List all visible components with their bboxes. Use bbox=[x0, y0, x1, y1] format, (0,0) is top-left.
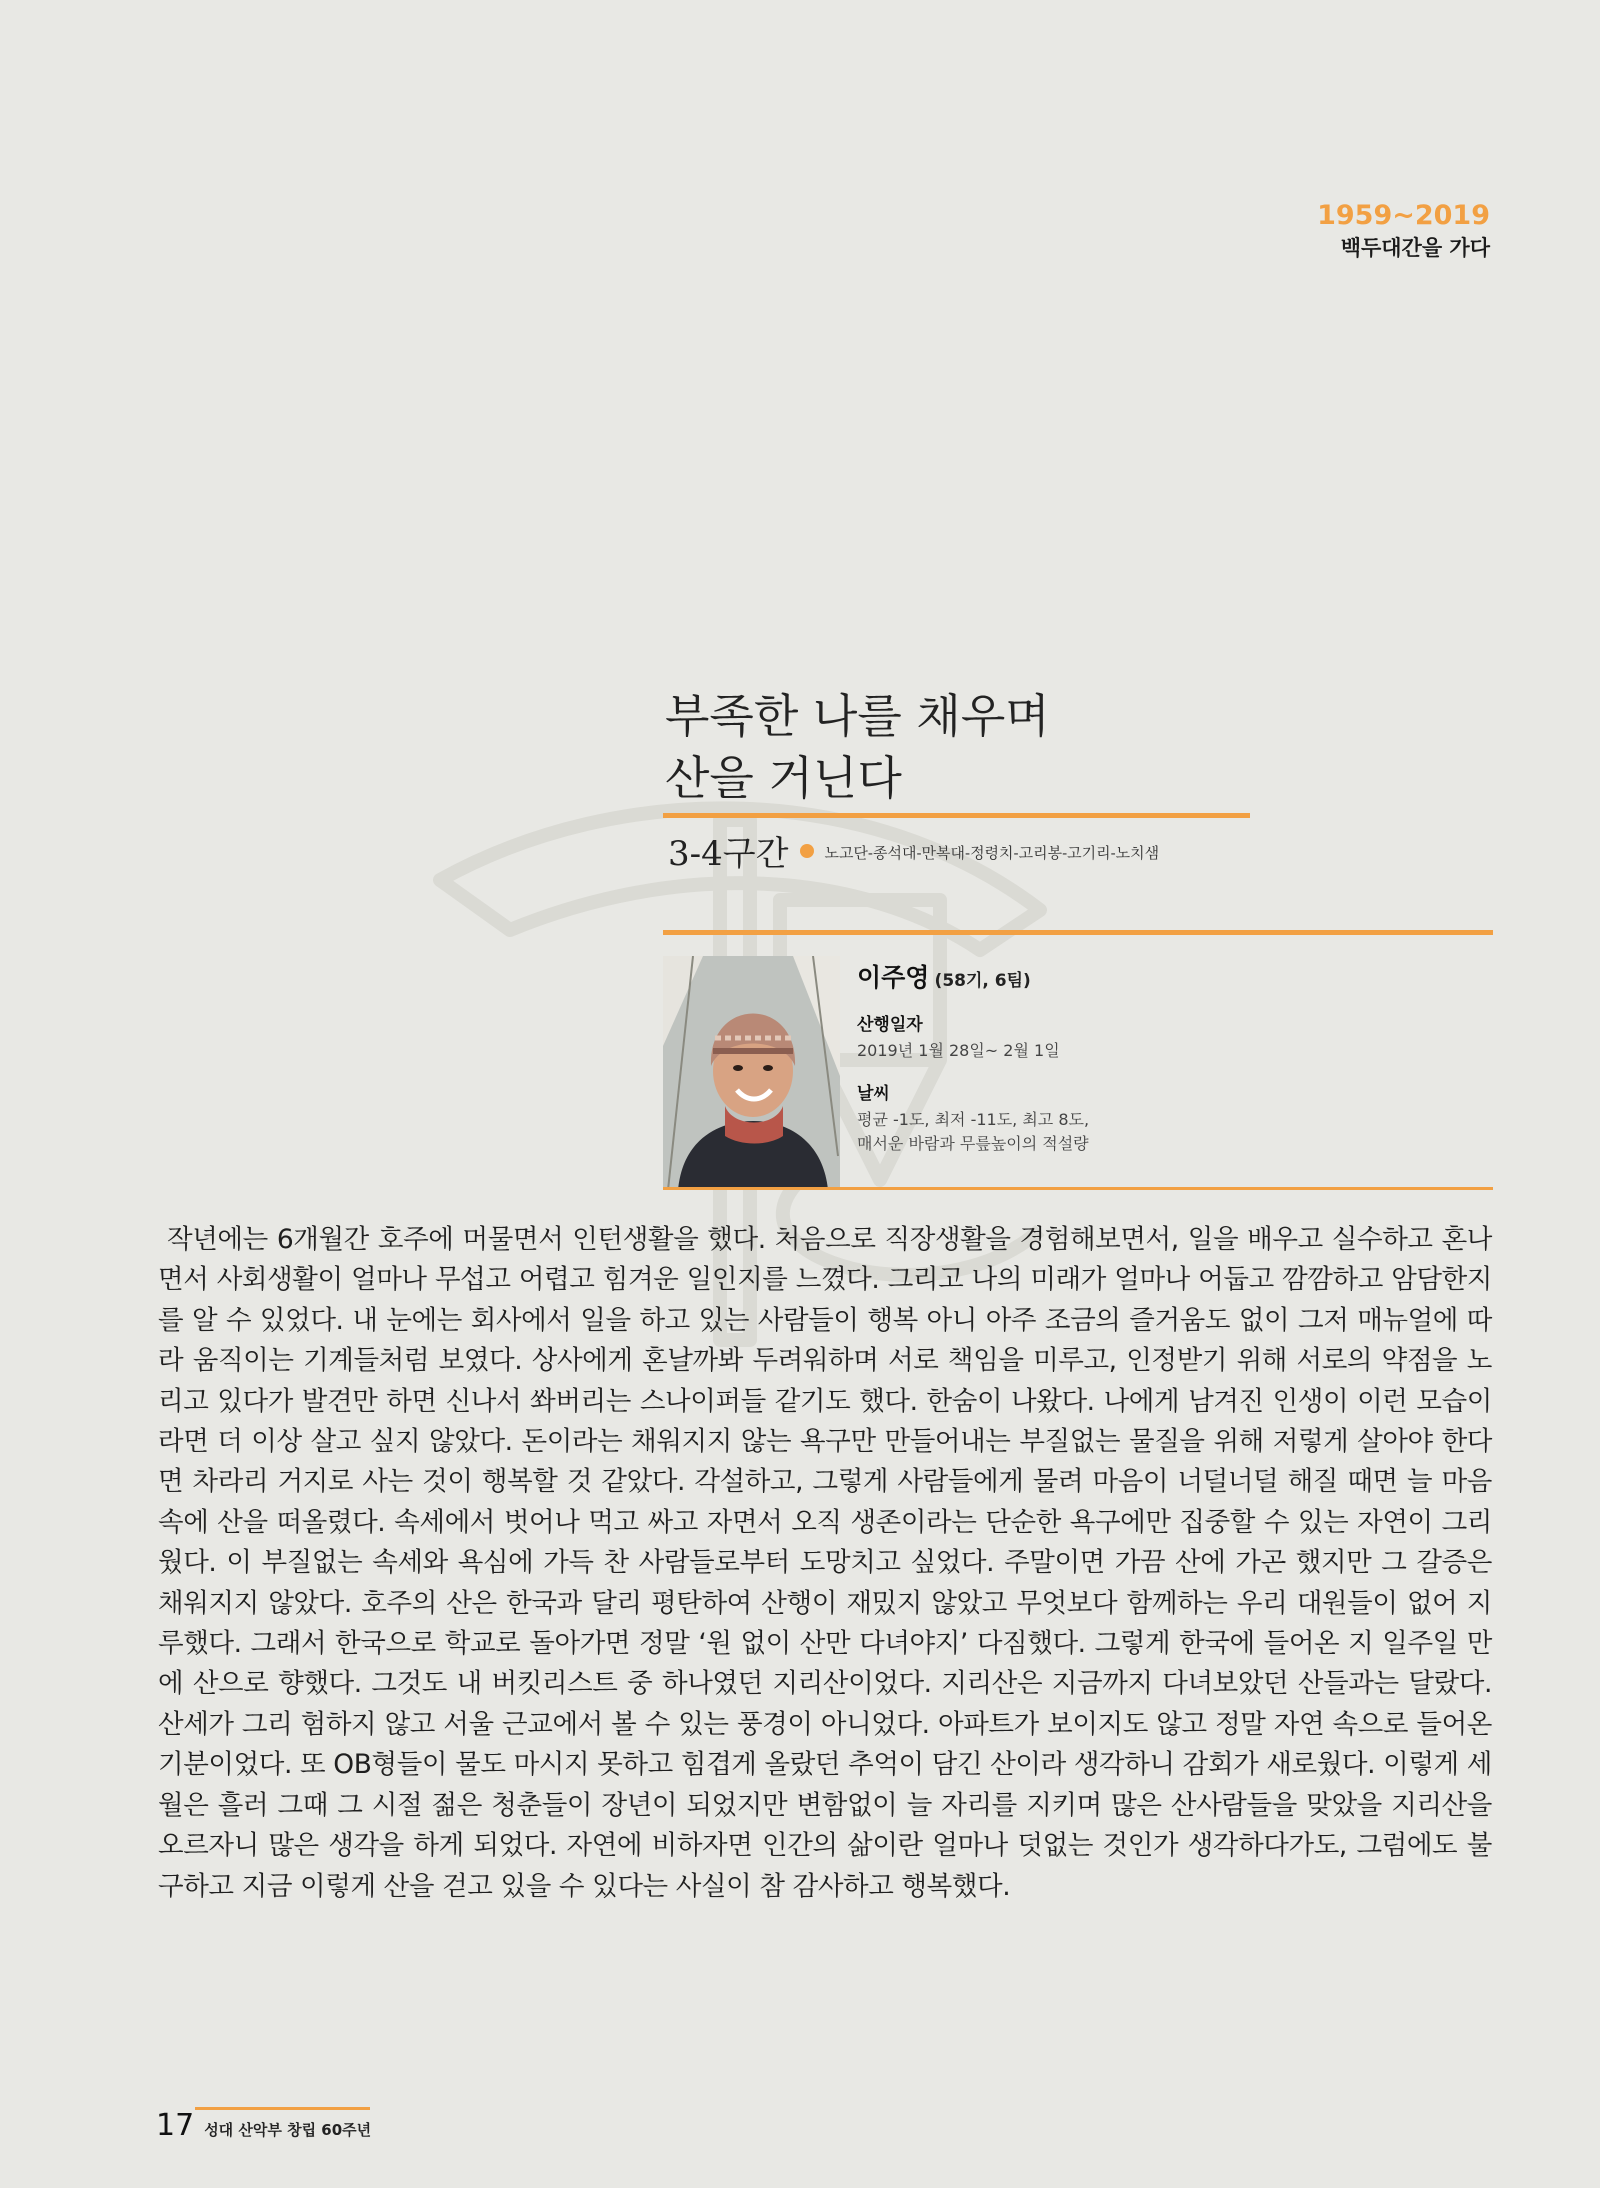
author-photo bbox=[663, 956, 840, 1190]
author-name: 이주영 bbox=[857, 963, 930, 992]
header-years: 1959~2019 bbox=[1317, 200, 1490, 231]
section-label: 3-4구간 bbox=[668, 834, 789, 874]
author-profile bbox=[857, 958, 1277, 1156]
weather-line1: 평균 -1도, 최저 -11도, 최고 8도, bbox=[857, 1110, 1090, 1129]
bullet-dot-icon bbox=[800, 844, 814, 858]
date-label: 산행일자 bbox=[857, 1015, 923, 1035]
title-divider bbox=[663, 813, 1250, 818]
footer bbox=[156, 2108, 371, 2143]
section-route: 노고단-종석대-만복대-정령치-고리봉-고기리-노치샘 bbox=[824, 844, 1160, 862]
header-subtitle: 백두대간을 가다 bbox=[1340, 236, 1490, 260]
article-body: 작년에는 6개월간 호주에 머물면서 인턴생활을 했다. 처음으로 직장생활을 경험해보면서, 일을 배우고 실수하고 혼나면서 사회생활이 얼마나 무섭고 어렵고 힘겨운 일인지를 느꼈다. 그리고 나의 미래가 얼마나 어둡고 깜깜하고 암담한지를 알 수 있었다. 내 눈에는 회사에서 일을 하고 있는 사람들이 행복 아니 아주 조금의 즐거움도 없이 그저 매뉴얼에 따라 움직이는 기계들처럼 보였다. 상사에게 혼날까봐 두려워하며 서로 책임을 미루고, 인정받기 위해 서로의 약점을 노리고 있다가 발견만 하면 신나서 쏴버리는 스나이퍼들 같기도 했다. 한숨이 나왔다. 나에게 남겨진 인생이 이런 모습이라면 더 이상 살고 싶지 않았다. 돈이라는 채워지지 않는 욕구만 만들어내는 부질없는 물질을 위해 저렇게 살아야 한다면 차라리 거지로 사는 것이 행복할 것 같았다. 각설하고, 그렇게 사람들에게 물려 마음이 너덜너덜 해질 때면 늘 마음속에 산을 떠올렸다. 속세에서 벗어나 먹고 싸고 자면서 오직 생존이라는 단순한 욕구에만 집중할 수 있는 자연이 그리웠다. 이 부질없는 속세와 욕심에 가득 찬 사람들로부터 도망치고 싶었다. 주말이면 가끔 산에 가곤 했지만 그 갈증은 채워지지 않았다. 호주의 산은 한국과 달리 평탄하여 산행이 재밌지 않았고 무엇보다 함께하는 우리 대원들이 없어 지루했다. 그래서 한국으로 학교로 돌아가면 정말 ‘원 없이 산만 다녀야지’ 다짐했다. 그렇게 한국에 들어온 지 일주일 만에 산으로 향했다. 그것도 내 버킷리스트 중 하나였던 지리산이었다. 지리산은 지금까지 다녀보았던 산들과는 달랐다. 산세가 그리 험하지 않고 서울 근교에서 볼 수 있는 풍경이 아니었다. 아파트가 보이지도 않고 정말 자연 속으로 들어온 기분이었다. 또 OB형들이 물도 마시지 못하고 힘겹게 올랐던 추억이 담긴 산이라 생각하니 감회가 새로웠다. 이렇게 세월은 흘러 그때 그 시절 젊은 청춘들이 장년이 되었지만 변함없이 늘 자리를 지키며 많은 산사람들을 맞았을 지리산을 오르자니 많은 생각을 하게 되었다. 자연에 비하자면 인간의 삶이란 얼마나 덧없는 것인가 생각하다가도, 그럼에도 불구하고 지금 이렇게 산을 걷고 있을 수 있다는 사실이 참 감사하고 행복했다. bbox=[158, 1224, 1492, 1902]
date-value: 2019년 1월 28일~ 2월 1일 bbox=[857, 1041, 1060, 1060]
section-divider bbox=[663, 930, 1493, 935]
page-number: 17 bbox=[156, 2108, 195, 2143]
weather-label: 날씨 bbox=[857, 1084, 890, 1104]
section-info bbox=[668, 826, 1159, 875]
article-title bbox=[665, 685, 1050, 809]
profile-divider bbox=[663, 1187, 1493, 1190]
weather-value bbox=[857, 1108, 1277, 1156]
author-detail: (58기, 6팀) bbox=[934, 971, 1031, 991]
weather-line2: 매서운 바람과 무릎높이의 적설량 bbox=[857, 1134, 1089, 1153]
publication-name: 성대 산악부 창립 60주년 bbox=[204, 2121, 372, 2139]
article-title-line2: 산을 거닌다 bbox=[665, 751, 902, 805]
article-title-line1: 부족한 나를 채우며 bbox=[665, 689, 1050, 743]
